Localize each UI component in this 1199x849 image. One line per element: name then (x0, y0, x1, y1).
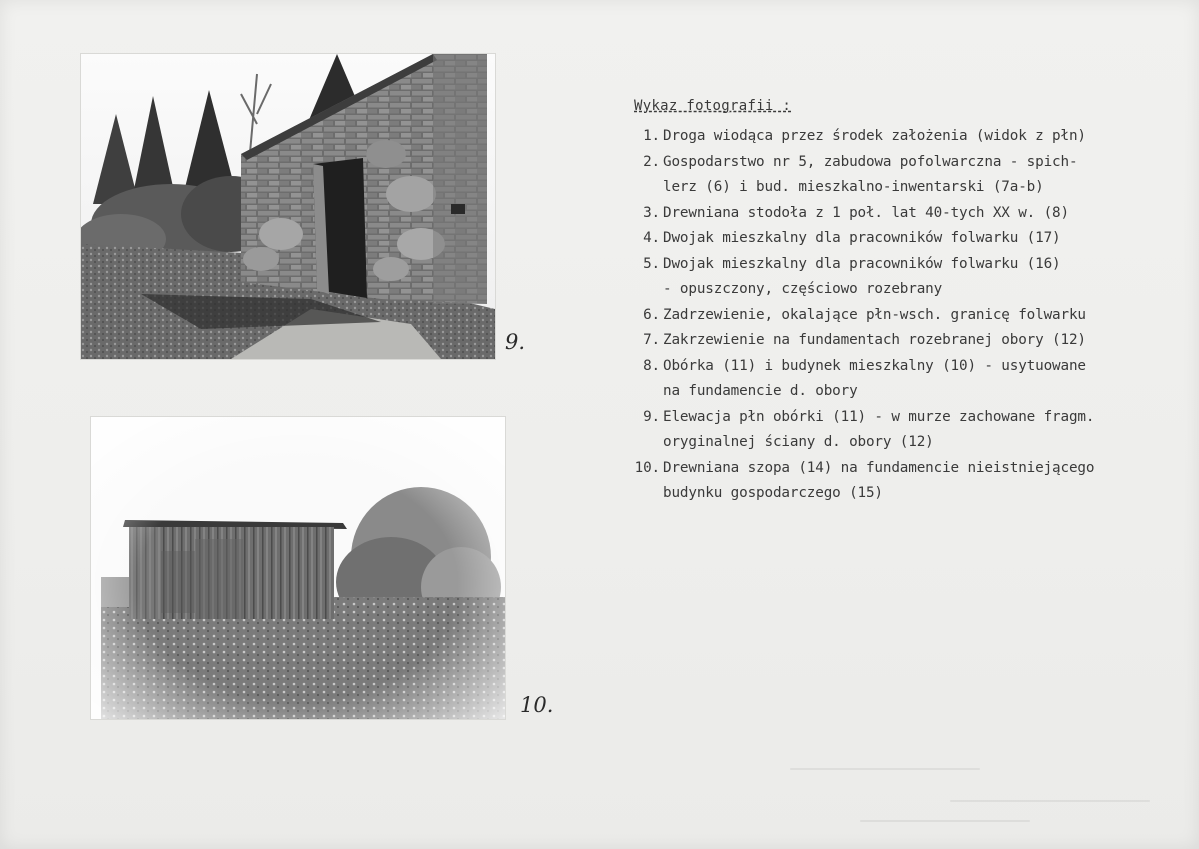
photo-10-number: 10. (520, 693, 554, 717)
list-item-number: 7. (643, 332, 660, 348)
list-item-line: oryginalnej ściany d. obory (12) (663, 434, 934, 450)
list-item-number: 3. (643, 204, 660, 221)
list-item-number: 10. (634, 459, 660, 476)
list-item (623, 124, 1183, 150)
list-item-text (663, 303, 1086, 329)
list-item-number: 6. (643, 306, 660, 323)
list-item-text (663, 354, 1086, 405)
list-item (623, 456, 1183, 507)
list-item-line: Drewniana stodoła z 1 poł. lat 40-tych XX w. (8) (663, 204, 1069, 221)
list-item-text (663, 328, 1086, 354)
list-item (623, 328, 1183, 354)
bleed-mark (860, 820, 1030, 822)
photo-9-number: 9. (505, 330, 526, 354)
list-item-text (663, 252, 1061, 303)
list-item-number: 4. (643, 230, 660, 246)
list-item-line: - opuszczony, częściowo rozebrany (663, 281, 943, 297)
list-item (623, 201, 1183, 227)
photo-9-mount (81, 54, 495, 359)
list-item-line: lerz (6) i bud. mieszkalno-inwentarski (7a-b) (663, 179, 1044, 195)
photo-10-image (91, 417, 505, 719)
list-item (623, 150, 1183, 201)
list-item-text (663, 150, 1077, 201)
list-item-text (663, 456, 1094, 507)
bleed-mark (790, 768, 980, 770)
photo-list-items (623, 124, 1183, 507)
list-item (623, 252, 1183, 303)
list-item-line: Dwojak mieszkalny dla pracowników folwarku (16) (663, 255, 1061, 272)
photo-10-mount (91, 417, 505, 719)
list-item (623, 405, 1183, 456)
list-item-line: Gospodarstwo nr 5, zabudowa pofolwarczna - spich- (663, 153, 1078, 170)
list-item-number: 5. (643, 255, 660, 272)
list-item-text (663, 201, 1069, 227)
list-item (623, 354, 1183, 405)
list-item-number: 1. (643, 128, 660, 144)
list-item-line: budynku gospodarczego (15) (663, 485, 883, 501)
list-item (623, 303, 1183, 329)
photo-9-image (81, 54, 495, 359)
list-item-number: 8. (643, 357, 660, 374)
list-item-line: na fundamencie d. obory (663, 383, 858, 399)
list-item-line: Elewacja płn obórki (11) - w murze zachowane fragm. (663, 408, 1095, 425)
photo-list-title: Wykaz fotografii : (634, 98, 792, 114)
list-item-text (663, 124, 1086, 150)
list-item (623, 226, 1183, 252)
list-item-line: Droga wiodąca przez środek założenia (widok z płn) (663, 128, 1086, 144)
bleed-mark (950, 800, 1150, 802)
list-item-text (663, 405, 1094, 456)
list-item-number: 2. (643, 153, 660, 170)
photo-list (623, 98, 1183, 507)
list-item-line: Zadrzewienie, okalające płn-wsch. granicę folwarku (663, 306, 1086, 323)
list-item-number: 9. (643, 408, 660, 425)
list-item-line: Drewniana szopa (14) na fundamencie nieistniejącego (663, 459, 1095, 476)
list-item-line: Zakrzewienie na fundamentach rozebranej obory (12) (663, 332, 1086, 348)
list-item-line: Obórka (11) i budynek mieszkalny (10) - usytuowane (663, 357, 1086, 374)
list-item-text (663, 226, 1061, 252)
list-item-line: Dwojak mieszkalny dla pracowników folwarku (17) (663, 230, 1061, 246)
